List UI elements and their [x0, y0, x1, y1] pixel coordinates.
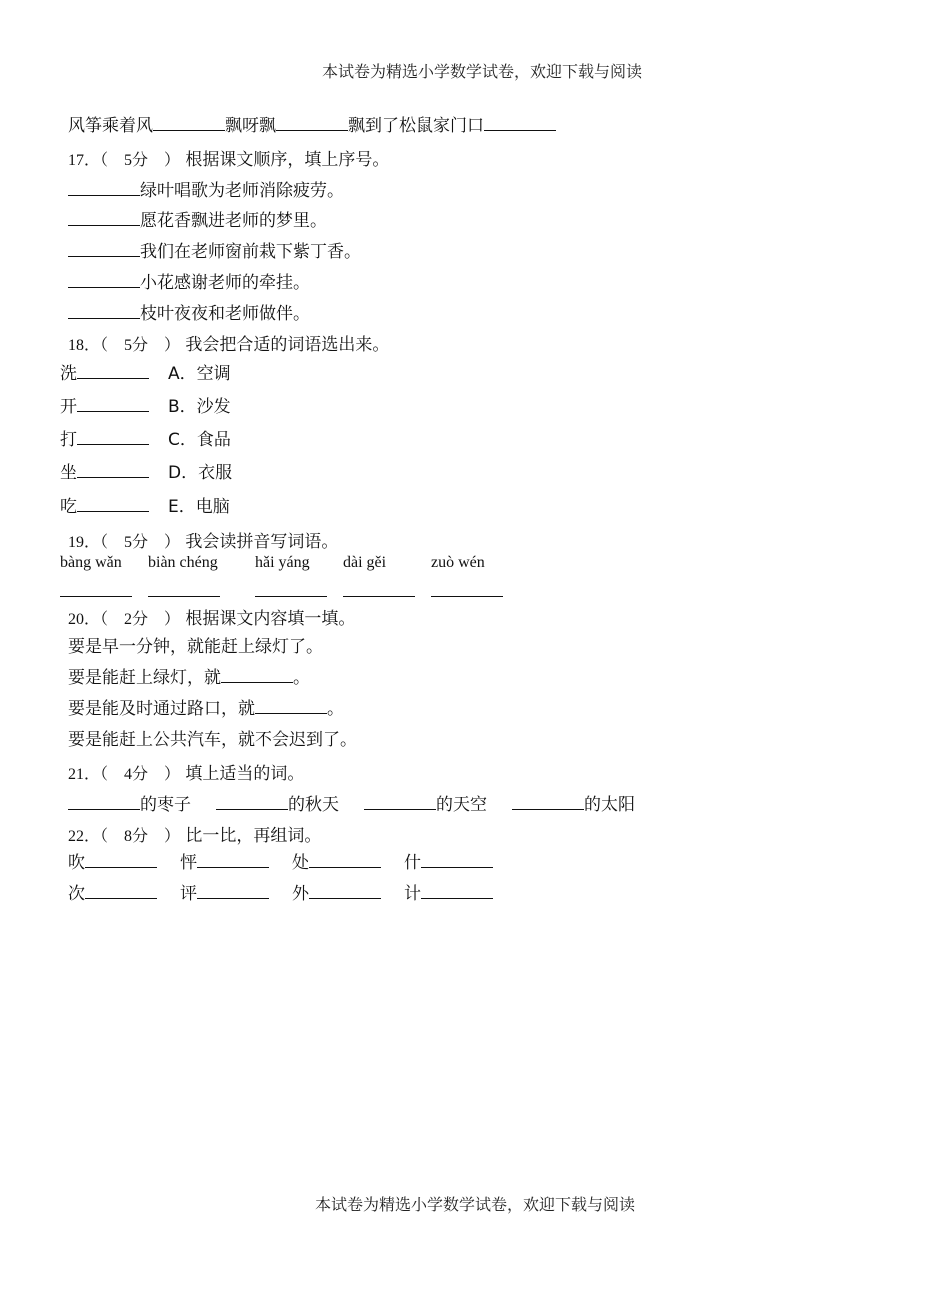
q17-item	[68, 268, 310, 293]
answer-blank[interactable]	[309, 884, 381, 899]
question-17-heading	[68, 145, 389, 170]
answer-blank[interactable]	[153, 116, 225, 131]
question-20-heading	[68, 604, 355, 629]
pinyin-label: hǎi yáng	[255, 554, 310, 571]
q18-word: 洗	[60, 364, 77, 384]
pinyin-label: biàn chéng	[148, 554, 218, 571]
q17-item-text: 枝叶夜夜和老师做伴。	[140, 304, 310, 324]
answer-blank[interactable]	[148, 582, 220, 601]
q18-row	[60, 392, 149, 417]
q22-char: 怦	[180, 853, 197, 873]
question-19-heading	[68, 527, 338, 552]
q18-row	[60, 425, 149, 450]
question-21-heading	[68, 759, 304, 784]
answer-blank[interactable]	[276, 116, 348, 131]
answer-blank[interactable]	[216, 795, 288, 810]
q21-item	[68, 790, 191, 815]
q22-cell	[404, 848, 493, 873]
answer-blank[interactable]	[77, 397, 149, 412]
answer-blank[interactable]	[77, 463, 149, 478]
answer-blank[interactable]	[60, 582, 132, 601]
q18-row	[60, 492, 149, 517]
answer-blank[interactable]	[197, 853, 269, 868]
answer-blank[interactable]	[85, 853, 157, 868]
q22-char: 吹	[68, 853, 85, 873]
q18-word: 吃	[60, 497, 77, 517]
q18-row	[60, 458, 149, 483]
question-title: 根据课文顺序，填上序号。	[185, 150, 390, 170]
q16-text-c: 飘到了松鼠家门口	[348, 116, 484, 136]
question-title: 填上适当的词。	[185, 764, 305, 784]
question-number: 21．（ 4分 ）	[68, 766, 181, 783]
q22-cell	[404, 879, 493, 904]
page-header: 本试卷为精选小学数学试卷，欢迎下载与阅读	[321, 62, 642, 81]
q18-option: E．电脑	[168, 497, 230, 517]
q22-cell	[180, 879, 269, 904]
answer-blank[interactable]	[77, 430, 149, 445]
q16-text-b: 飘呀飘	[225, 116, 276, 136]
answer-blank[interactable]	[68, 273, 140, 288]
q17-item-text: 我们在老师窗前栽下紫丁香。	[140, 242, 361, 262]
answer-blank[interactable]	[309, 853, 381, 868]
question-title: 我会读拼音写词语。	[185, 532, 339, 552]
q22-char: 评	[180, 884, 197, 904]
q16-text-a: 风筝乘着风	[68, 116, 153, 136]
q21-item	[512, 790, 635, 815]
answer-blank[interactable]	[512, 795, 584, 810]
q17-item-text: 愿花香飘进老师的梦里。	[140, 211, 327, 231]
q20-line	[68, 694, 344, 719]
q17-item-text: 绿叶唱歌为老师消除疲劳。	[140, 181, 344, 201]
q20-text: 。	[293, 668, 310, 688]
question-number: 18．（ 5分 ）	[68, 337, 181, 354]
q20-text: 要是能赶上绿灯，就	[68, 668, 221, 688]
pinyin-label: zuò wén	[431, 554, 485, 571]
answer-blank[interactable]	[68, 795, 140, 810]
q22-char: 处	[292, 853, 309, 873]
answer-blank[interactable]	[68, 211, 140, 226]
question-22-heading	[68, 821, 321, 846]
pinyin-label: dài gěi	[343, 554, 387, 571]
q21-item-text: 的枣子	[140, 795, 191, 815]
answer-blank[interactable]	[68, 304, 140, 319]
question-title: 我会把合适的词语选出来。	[185, 335, 390, 355]
answer-blank[interactable]	[77, 497, 149, 512]
answer-blank[interactable]	[85, 884, 157, 899]
answer-blank[interactable]	[421, 853, 493, 868]
answer-blank[interactable]	[343, 582, 415, 601]
question-18-heading	[68, 330, 389, 355]
q18-option: C．食品	[168, 430, 231, 450]
q22-char: 什	[404, 853, 421, 873]
question-number: 20．（ 2分 ）	[68, 611, 181, 628]
question-title: 根据课文内容填一填。	[185, 609, 356, 629]
q21-item-text: 的秋天	[288, 795, 339, 815]
q20-line	[68, 663, 310, 688]
q21-item	[364, 790, 487, 815]
q22-char: 次	[68, 884, 85, 904]
answer-blank[interactable]	[255, 582, 327, 601]
answer-blank[interactable]	[364, 795, 436, 810]
q22-cell	[292, 879, 381, 904]
answer-blank[interactable]	[197, 884, 269, 899]
q20-text: 。	[327, 699, 344, 719]
question-number: 22．（ 8分 ）	[68, 828, 181, 845]
q17-item	[68, 206, 327, 231]
question-number: 17．（ 5分 ）	[68, 152, 181, 169]
answer-blank[interactable]	[431, 582, 503, 601]
q21-item-text: 的天空	[436, 795, 487, 815]
q22-cell	[180, 848, 269, 873]
q18-word: 开	[60, 397, 77, 417]
answer-blank[interactable]	[484, 116, 556, 131]
q22-cell	[292, 848, 381, 873]
q22-char: 外	[292, 884, 309, 904]
q17-item-text: 小花感谢老师的牵挂。	[140, 273, 310, 293]
q16-line	[68, 111, 556, 136]
page-footer: 本试卷为精选小学数学试卷，欢迎下载与阅读	[314, 1195, 635, 1214]
q20-line: 要是早一分钟，就能赶上绿灯了。	[68, 637, 323, 657]
q18-word: 打	[60, 430, 77, 450]
answer-blank[interactable]	[221, 668, 293, 683]
answer-blank[interactable]	[421, 884, 493, 899]
answer-blank[interactable]	[255, 699, 327, 714]
answer-blank[interactable]	[68, 181, 140, 196]
q22-cell	[68, 879, 157, 904]
q17-item	[68, 299, 310, 324]
q18-option: A．空调	[168, 364, 231, 384]
q22-char: 计	[404, 884, 421, 904]
q18-option: D．衣服	[168, 463, 233, 483]
q21-item-text: 的太阳	[584, 795, 635, 815]
q22-cell	[68, 848, 157, 873]
q17-item	[68, 237, 361, 262]
question-number: 19．（ 5分 ）	[68, 534, 181, 551]
answer-blank[interactable]	[68, 242, 140, 257]
q18-option: B．沙发	[168, 397, 231, 417]
q18-row	[60, 359, 149, 384]
answer-blank[interactable]	[77, 364, 149, 379]
q20-line: 要是能赶上公共汽车，就不会迟到了。	[68, 730, 357, 750]
pinyin-label: bàng wǎn	[60, 554, 122, 571]
question-title: 比一比，再组词。	[185, 826, 322, 846]
q21-item	[216, 790, 339, 815]
q17-item	[68, 176, 344, 201]
q20-text: 要是能及时通过路口，就	[68, 699, 255, 719]
q18-word: 坐	[60, 463, 77, 483]
